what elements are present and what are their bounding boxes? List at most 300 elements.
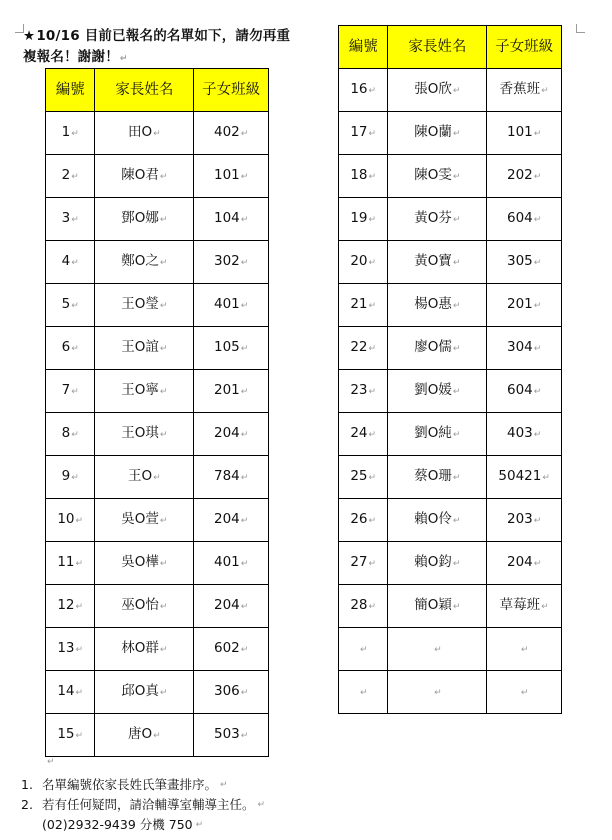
cell-end-mark: ↵ — [71, 473, 79, 483]
list-item — [21, 775, 265, 795]
cell-end-mark: ↵ — [368, 430, 377, 440]
cell-end-mark: ↵ — [359, 645, 368, 655]
cell-parent-name — [388, 327, 487, 370]
cell-parent-name-text: 王O誼 — [121, 339, 159, 355]
cell-parent-name-text: 簡O穎 — [414, 597, 452, 613]
cell-number — [339, 628, 388, 671]
cell-parent-name — [388, 284, 487, 327]
cell-parent-name-text: 廖O儒 — [414, 339, 452, 355]
cell-child-class — [194, 499, 269, 542]
cell-child-class-text: 草莓班 — [499, 597, 541, 613]
paragraph-mark: ↵ — [257, 800, 266, 810]
cell-parent-name-text: 黃O寶 — [414, 253, 452, 269]
cell-number — [339, 155, 388, 198]
paragraph-mark: ↵ — [47, 757, 55, 767]
cell-end-mark: ↵ — [240, 172, 249, 182]
table-row — [46, 456, 269, 499]
cell-parent-name-text: 王O寧 — [121, 382, 159, 398]
cell-number — [46, 628, 95, 671]
cell-end-mark: ↵ — [71, 172, 79, 182]
cell-child-class-text: 201 — [213, 382, 240, 398]
cell-end-mark: ↵ — [159, 258, 168, 268]
cell-child-class — [487, 155, 562, 198]
cell-child-class — [487, 198, 562, 241]
cell-end-mark: ↵ — [452, 172, 461, 182]
cell-end-mark: ↵ — [240, 430, 249, 440]
cell-end-mark: ↵ — [368, 172, 377, 182]
cell-parent-name — [388, 456, 487, 499]
cell-parent-name — [388, 198, 487, 241]
cell-parent-name-text: 賴O鈞 — [414, 554, 452, 570]
cell-parent-name-text: 張O欣 — [414, 81, 452, 97]
cell-number — [339, 69, 388, 112]
cell-end-mark: ↵ — [452, 430, 461, 440]
cell-end-mark: ↵ — [533, 129, 542, 139]
cell-end-mark: ↵ — [452, 301, 461, 311]
cell-end-mark: ↵ — [159, 645, 168, 655]
cell-child-class — [194, 112, 269, 155]
cell-end-mark: ↵ — [71, 387, 79, 397]
cell-end-mark: ↵ — [75, 645, 84, 655]
cell-end-mark: ↵ — [434, 688, 442, 698]
cell-number-text: 19 — [350, 210, 368, 226]
cell-number-text: 23 — [350, 382, 368, 398]
cell-number-text: 7 — [61, 382, 71, 398]
cell-end-mark: ↵ — [452, 86, 461, 96]
cell-end-mark: ↵ — [368, 344, 377, 354]
cell-number-text: 13 — [57, 640, 75, 656]
cell-end-mark: ↵ — [240, 387, 249, 397]
cell-end-mark: ↵ — [240, 473, 249, 483]
cell-child-class-text: 204 — [213, 597, 240, 613]
cell-number — [46, 585, 95, 628]
table-row — [339, 241, 562, 284]
cell-number-text: 26 — [350, 511, 368, 527]
cell-end-mark: ↵ — [533, 430, 542, 440]
header-number: 編號 — [46, 69, 95, 112]
cell-number-text: 28 — [350, 597, 368, 613]
table-row — [46, 370, 269, 413]
cell-parent-name-text: 吳O樺 — [121, 554, 159, 570]
cell-end-mark: ↵ — [159, 602, 168, 612]
cell-end-mark: ↵ — [452, 516, 461, 526]
cell-parent-name — [95, 456, 194, 499]
cell-end-mark: ↵ — [533, 172, 542, 182]
cell-child-class — [487, 69, 562, 112]
cell-parent-name-text: 陳O君 — [121, 167, 159, 183]
cell-number — [339, 112, 388, 155]
cell-number — [339, 284, 388, 327]
paragraph-mark: ↵ — [119, 54, 128, 64]
cell-end-mark: ↵ — [153, 473, 161, 483]
cell-end-mark: ↵ — [153, 731, 161, 741]
cell-end-mark: ↵ — [75, 731, 84, 741]
cell-parent-name-text: 劉O媛 — [414, 382, 452, 398]
cell-parent-name — [388, 671, 487, 714]
cell-end-mark: ↵ — [240, 344, 249, 354]
heading-line-1: 10/16 目前已報名的名單如下，請勿再重 — [36, 28, 291, 44]
paragraph-mark: ↵ — [220, 780, 228, 790]
cell-end-mark: ↵ — [368, 86, 377, 96]
cell-end-mark: ↵ — [520, 645, 529, 655]
cell-number — [339, 198, 388, 241]
cell-number — [46, 714, 95, 757]
cell-parent-name-text: 蔡O珊 — [414, 468, 452, 484]
cell-parent-name — [95, 112, 194, 155]
cell-number — [339, 241, 388, 284]
cell-child-class — [487, 542, 562, 585]
cell-number-text: 15 — [57, 726, 75, 742]
cell-number — [46, 499, 95, 542]
table-header-row — [46, 69, 269, 112]
cell-parent-name — [388, 413, 487, 456]
cell-number — [46, 284, 95, 327]
table-row — [339, 370, 562, 413]
table-row — [339, 69, 562, 112]
cell-end-mark: ↵ — [240, 688, 249, 698]
cell-number-text: 16 — [350, 81, 368, 97]
cell-child-class-text: 602 — [213, 640, 240, 656]
cell-parent-name — [388, 628, 487, 671]
table-row — [46, 413, 269, 456]
cell-end-mark: ↵ — [368, 215, 377, 225]
cell-parent-name-text: 王O琪 — [121, 425, 159, 441]
note-contact: 若有任何疑問，請洽輔導室輔導主任。 — [42, 797, 255, 812]
cell-child-class-text: 604 — [506, 210, 533, 226]
cell-child-class — [487, 585, 562, 628]
note-sort-order: 名單編號依家長姓氏筆畫排序。 — [42, 777, 218, 792]
cell-end-mark: ↵ — [452, 559, 461, 569]
cell-number — [339, 370, 388, 413]
table-row — [339, 327, 562, 370]
cell-number-text: 10 — [57, 511, 75, 527]
cell-parent-name — [95, 628, 194, 671]
cell-number — [46, 456, 95, 499]
cell-parent-name-text: 劉O純 — [414, 425, 452, 441]
cell-child-class — [487, 370, 562, 413]
cell-parent-name — [388, 69, 487, 112]
cell-end-mark: ↵ — [159, 344, 168, 354]
table-row — [339, 413, 562, 456]
cell-parent-name — [388, 499, 487, 542]
cell-end-mark: ↵ — [71, 344, 79, 354]
cell-number — [339, 327, 388, 370]
cell-parent-name-text: 黃O芬 — [414, 210, 452, 226]
cell-parent-name — [95, 198, 194, 241]
cell-end-mark: ↵ — [541, 86, 549, 96]
table-header-row — [339, 26, 562, 69]
cell-child-class — [194, 370, 269, 413]
cell-number — [46, 112, 95, 155]
table-row — [46, 585, 269, 628]
cell-number — [46, 542, 95, 585]
cell-end-mark: ↵ — [368, 301, 377, 311]
cell-end-mark: ↵ — [240, 516, 249, 526]
cell-number-text: 18 — [350, 167, 368, 183]
cell-child-class — [487, 327, 562, 370]
cell-number — [46, 370, 95, 413]
table-row — [46, 714, 269, 757]
cell-end-mark: ↵ — [368, 602, 377, 612]
cell-child-class — [487, 671, 562, 714]
list-number: 1. — [21, 777, 33, 792]
cell-parent-name-text: 王O — [128, 468, 153, 484]
table-row — [46, 542, 269, 585]
table-row — [339, 585, 562, 628]
cell-number-text: 6 — [61, 339, 71, 355]
header-child-class: 子女班級 — [194, 69, 269, 112]
table-row — [339, 499, 562, 542]
table-row — [46, 499, 269, 542]
cell-end-mark: ↵ — [240, 129, 249, 139]
cell-end-mark: ↵ — [159, 688, 168, 698]
table-row — [339, 671, 562, 714]
cell-number — [46, 413, 95, 456]
cell-parent-name — [95, 413, 194, 456]
cell-parent-name-text: 賴O伶 — [414, 511, 452, 527]
cell-child-class — [194, 585, 269, 628]
cell-child-class-text: 401 — [213, 296, 240, 312]
table-row — [46, 628, 269, 671]
cell-child-class-text: 201 — [506, 296, 533, 312]
cell-parent-name — [388, 112, 487, 155]
cell-parent-name — [388, 542, 487, 585]
cell-child-class — [194, 284, 269, 327]
cell-end-mark: ↵ — [153, 129, 161, 139]
cell-number-text: 27 — [350, 554, 368, 570]
table-row — [46, 112, 269, 155]
cell-number-text: 24 — [350, 425, 368, 441]
cell-parent-name — [95, 370, 194, 413]
cell-end-mark: ↵ — [240, 645, 249, 655]
cell-child-class-text: 305 — [506, 253, 533, 269]
cell-parent-name-text: 陳O蘭 — [414, 124, 452, 140]
cell-child-class — [194, 241, 269, 284]
cell-end-mark: ↵ — [452, 387, 461, 397]
cell-child-class — [194, 413, 269, 456]
cell-end-mark: ↵ — [71, 430, 79, 440]
cell-child-class-text: 784 — [213, 468, 240, 484]
cell-parent-name-text: 邱O真 — [121, 683, 159, 699]
cell-end-mark: ↵ — [159, 430, 168, 440]
cell-child-class-text: 306 — [213, 683, 240, 699]
header-child-class: 子女班級 — [487, 26, 562, 69]
cell-end-mark: ↵ — [452, 258, 461, 268]
cell-end-mark: ↵ — [240, 559, 249, 569]
cell-end-mark: ↵ — [533, 258, 542, 268]
list-item — [21, 815, 265, 835]
cell-child-class — [194, 714, 269, 757]
cell-child-class — [194, 456, 269, 499]
cell-end-mark: ↵ — [159, 215, 168, 225]
cell-child-class-text: 101 — [506, 124, 533, 140]
cell-parent-name-text: 吳O萱 — [121, 511, 159, 527]
table-row — [46, 198, 269, 241]
cell-end-mark: ↵ — [240, 602, 249, 612]
header-parent-name: 家長姓名 — [95, 69, 194, 112]
cell-number-text: 22 — [350, 339, 368, 355]
cell-end-mark: ↵ — [368, 473, 377, 483]
cell-number — [339, 499, 388, 542]
cell-end-mark: ↵ — [159, 172, 168, 182]
cell-parent-name-text: 鄭O之 — [121, 253, 159, 269]
cell-child-class-text: 香蕉班 — [499, 81, 541, 97]
cell-end-mark: ↵ — [533, 387, 542, 397]
cell-number-text: 4 — [61, 253, 71, 269]
cell-parent-name-text: 田O — [128, 124, 153, 140]
paragraph-mark: ↵ — [195, 820, 204, 830]
cell-end-mark: ↵ — [240, 215, 249, 225]
cell-parent-name-text: 鄧O娜 — [121, 210, 159, 226]
cell-number-text: 8 — [61, 425, 71, 441]
cell-child-class — [487, 112, 562, 155]
cell-child-class-text: 50421 — [498, 468, 542, 484]
cell-child-class-text: 104 — [213, 210, 240, 226]
table-row — [339, 155, 562, 198]
header-number: 編號 — [339, 26, 388, 69]
heading-line-2: 複報名！謝謝！ — [23, 49, 119, 65]
cell-child-class-text: 402 — [213, 124, 240, 140]
cell-end-mark: ↵ — [75, 559, 84, 569]
cell-child-class — [487, 456, 562, 499]
cell-parent-name-text: 巫O怡 — [121, 597, 159, 613]
cell-end-mark: ↵ — [75, 602, 84, 612]
cell-parent-name — [95, 671, 194, 714]
cell-parent-name — [388, 155, 487, 198]
cell-end-mark: ↵ — [368, 258, 377, 268]
cell-end-mark: ↵ — [240, 301, 249, 311]
cell-child-class-text: 204 — [213, 511, 240, 527]
cell-end-mark: ↵ — [75, 688, 84, 698]
cell-child-class-text: 304 — [506, 339, 533, 355]
cell-number-text: 14 — [57, 683, 75, 699]
cell-number — [46, 327, 95, 370]
cell-end-mark: ↵ — [452, 602, 461, 612]
cell-end-mark: ↵ — [533, 215, 542, 225]
cell-child-class — [194, 542, 269, 585]
cell-number-text: 11 — [57, 554, 75, 570]
cell-parent-name — [388, 585, 487, 628]
cell-child-class-text: 204 — [506, 554, 533, 570]
table-row — [339, 456, 562, 499]
cell-end-mark: ↵ — [368, 129, 377, 139]
cell-child-class — [487, 628, 562, 671]
cell-child-class — [487, 413, 562, 456]
cell-number — [339, 456, 388, 499]
cell-parent-name — [388, 370, 487, 413]
cell-end-mark: ↵ — [533, 559, 542, 569]
cell-child-class-text: 105 — [213, 339, 240, 355]
contact-phone: (02)2932-9439 分機 750 — [42, 817, 193, 832]
cell-parent-name — [95, 284, 194, 327]
cell-number-text: 25 — [350, 468, 368, 484]
cell-number-text: 5 — [61, 296, 71, 312]
cell-child-class-text: 302 — [213, 253, 240, 269]
table-row — [46, 284, 269, 327]
cell-number-text: 17 — [350, 124, 368, 140]
cell-number — [46, 241, 95, 284]
table-row — [339, 284, 562, 327]
table-row — [339, 628, 562, 671]
cell-child-class-text: 101 — [213, 167, 240, 183]
cell-end-mark: ↵ — [533, 301, 542, 311]
cell-parent-name — [95, 241, 194, 284]
cell-number — [46, 671, 95, 714]
cell-number-text: 21 — [350, 296, 368, 312]
cell-child-class-text: 403 — [506, 425, 533, 441]
table-row — [46, 155, 269, 198]
cell-child-class-text: 204 — [213, 425, 240, 441]
cell-child-class-text: 604 — [506, 382, 533, 398]
cell-child-class — [194, 671, 269, 714]
cell-end-mark: ↵ — [159, 301, 168, 311]
roster-table-right — [338, 25, 562, 714]
cell-number-text: 2 — [61, 167, 71, 183]
cell-child-class — [487, 284, 562, 327]
star-icon: ★ — [23, 28, 36, 44]
table-row — [339, 112, 562, 155]
cell-parent-name — [95, 499, 194, 542]
cell-end-mark: ↵ — [71, 258, 79, 268]
cell-end-mark: ↵ — [71, 301, 79, 311]
cell-child-class-text: 203 — [506, 511, 533, 527]
cell-parent-name — [95, 327, 194, 370]
cell-child-class — [194, 198, 269, 241]
cell-end-mark: ↵ — [159, 387, 168, 397]
cell-number-text: 9 — [61, 468, 71, 484]
cell-child-class — [487, 241, 562, 284]
cell-end-mark: ↵ — [159, 516, 168, 526]
list-item — [21, 795, 265, 815]
cell-number — [339, 585, 388, 628]
cell-parent-name — [95, 155, 194, 198]
cell-child-class — [194, 628, 269, 671]
cell-end-mark: ↵ — [71, 129, 79, 139]
cell-end-mark: ↵ — [434, 645, 442, 655]
table-row — [46, 671, 269, 714]
cell-number — [339, 671, 388, 714]
cell-end-mark: ↵ — [359, 688, 368, 698]
header-parent-name: 家長姓名 — [388, 26, 487, 69]
cell-end-mark: ↵ — [71, 215, 79, 225]
cell-parent-name-text: 陳O雯 — [414, 167, 452, 183]
page-corner-mark-right — [576, 24, 585, 33]
cell-child-class-text: 202 — [506, 167, 533, 183]
cell-number — [46, 198, 95, 241]
cell-end-mark: ↵ — [541, 602, 549, 612]
list-number: 2. — [21, 797, 33, 812]
cell-child-class-text: 401 — [213, 554, 240, 570]
cell-end-mark: ↵ — [368, 387, 377, 397]
cell-number-text: 1 — [61, 124, 71, 140]
cell-end-mark: ↵ — [452, 215, 461, 225]
cell-end-mark: ↵ — [542, 473, 550, 483]
cell-number — [339, 413, 388, 456]
cell-child-class-text: 503 — [213, 726, 240, 742]
roster-table-left — [45, 68, 269, 757]
cell-parent-name — [95, 714, 194, 757]
table-row — [46, 241, 269, 284]
cell-end-mark: ↵ — [452, 344, 461, 354]
cell-number — [46, 155, 95, 198]
cell-parent-name — [95, 585, 194, 628]
cell-number — [339, 542, 388, 585]
cell-parent-name — [388, 241, 487, 284]
table-row — [46, 327, 269, 370]
cell-end-mark: ↵ — [533, 344, 542, 354]
cell-end-mark: ↵ — [368, 516, 377, 526]
cell-number-text: 20 — [350, 253, 368, 269]
